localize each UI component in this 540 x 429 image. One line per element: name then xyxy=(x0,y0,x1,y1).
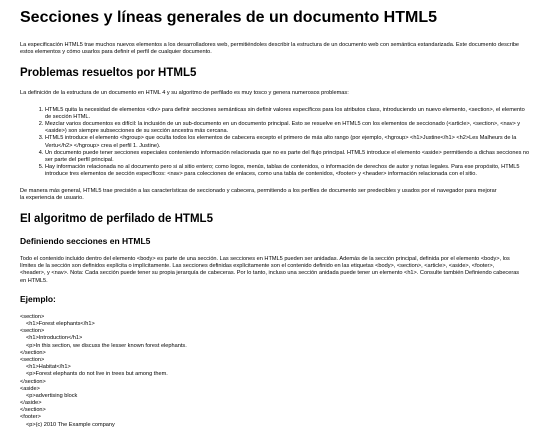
code-line: <p>(c) 2010 The Example company xyxy=(26,421,115,428)
code-line: <h1>Forest elephants</h1> xyxy=(26,321,95,328)
code-line: <p>Forest elephants do not live in trees but among them. xyxy=(26,371,168,378)
example-heading: Ejemplo: xyxy=(20,293,56,304)
code-line: <section> xyxy=(20,328,45,335)
list-item: 1. HTML5 quita la necesidad de elementos <div> para definir secciones semánticas sin definir valores específicos para los atributos class, introduciendo un nuevo elemento, <section>, el elemento de sección HTML. xyxy=(45,107,530,121)
document-page xyxy=(20,0,530,429)
code-example xyxy=(20,314,530,429)
code-line: <p>In this section, we discuss the lesser known forest elephants. xyxy=(26,342,187,349)
code-line: <h1>Introduction</h1> xyxy=(26,335,83,342)
code-line: <section> xyxy=(20,313,45,320)
code-line: </section> xyxy=(20,349,46,356)
code-line: </aside> xyxy=(20,400,42,407)
code-line: <h1>Habitat</h1> xyxy=(26,364,71,371)
list-item: 5. Hay información relacionada no al documento pero si al sitio entero; como logos, menús, tablas de contenidos, o información de derechos de autor y notas legales. Para ese propósito, HTML5 introduce tres elementos de sección específicos: <nav> para colecciones de enlaces, como una tabla de contenidos, <footer> y <header> información relacionada con el sitio. xyxy=(45,164,530,178)
problems-lead: La definición de la estructura de un documento en HTML 4 y su algoritmo de perfilado es muy tosco y genera numerosos problemas: xyxy=(20,90,349,97)
intro-paragraph: La especificación HTML5 trae muchos nuevos elementos a los desarrolladores web, permitiéndoles describir la estructura de un documento web con semántica estandarizada. Este documento describe estos elementos y cómo usarlos para definir el perfil de cualquier documento. xyxy=(20,42,520,56)
code-line: </section> xyxy=(20,407,46,414)
code-line: <p>advertising block xyxy=(26,392,78,399)
subsection-heading-defining: Definiendo secciones en HTML5 xyxy=(20,236,151,247)
problems-closing: De manera más general, HTML5 trae precisión a las características de seccionado y cabecera, permitiendo a los perfiles de documento ser predecibles y usados por el navegador para mejorar la experiencia de usuario. xyxy=(20,187,497,201)
list-item: 3. HTML5 introduce el elemento <hgroup> que oculta todos los elementos de cabecera excepto el primero de más alto rango (por ejemplo, <hgroup> <h1>Justine</h1> <h2>Les Malheurs de la Vertu</h2> </hgroup> crea el perfil 1. Justine). xyxy=(45,135,530,149)
code-line: <section> xyxy=(20,356,45,363)
section-heading-algorithm: El algoritmo de perfilado de HTML5 xyxy=(20,213,213,226)
code-line: </section> xyxy=(20,378,46,385)
list-item: 4. Un documento puede tener secciones especiales conteniendo información relacionada que no es parte del flujo principal. HTML5 introduce el elemento <aside> permitiendo a dichas secciones no ser parte del perfil principal. xyxy=(45,150,530,164)
code-line: <footer> xyxy=(20,414,41,421)
section-heading-problems: Problemas resueltos por HTML5 xyxy=(20,67,197,80)
problems-list xyxy=(20,107,530,179)
defining-body: Todo el contenido incluido dentro del elemento <body> es parte de una sección. Las secciones en HTML5 pueden ser anidadas. Además de la sección principal, definida por el elemento <body>, los límites de la sección son definidos explícita o implícitamente. Las secciones definidas explícitamente son el contenido definido en las etiquetas <body>, <section>, <article>, <aside>, <footer>, <header>, y <nav>. Nota: Cada sección puede tener su propia jerarquía de cabeceras. Por lo tanto, incluso una sección anidada puede tener un elemento <h1>. Consulte también Definiendo cabeceras en HTML5. xyxy=(20,256,520,284)
page-title: Secciones y líneas generales de un documento HTML5 xyxy=(20,9,438,26)
list-item: 2. Mezclar varios documentos es difícil: la inclusión de un sub-documento en un documento principal. Esto se resuelve en HTML5 con los elementos de seccionado (<article>, <section>, <nav> y <aside>) son siempre subsecciones de su sección ancestra más cercana. xyxy=(45,121,530,135)
code-line: <aside> xyxy=(20,385,40,392)
